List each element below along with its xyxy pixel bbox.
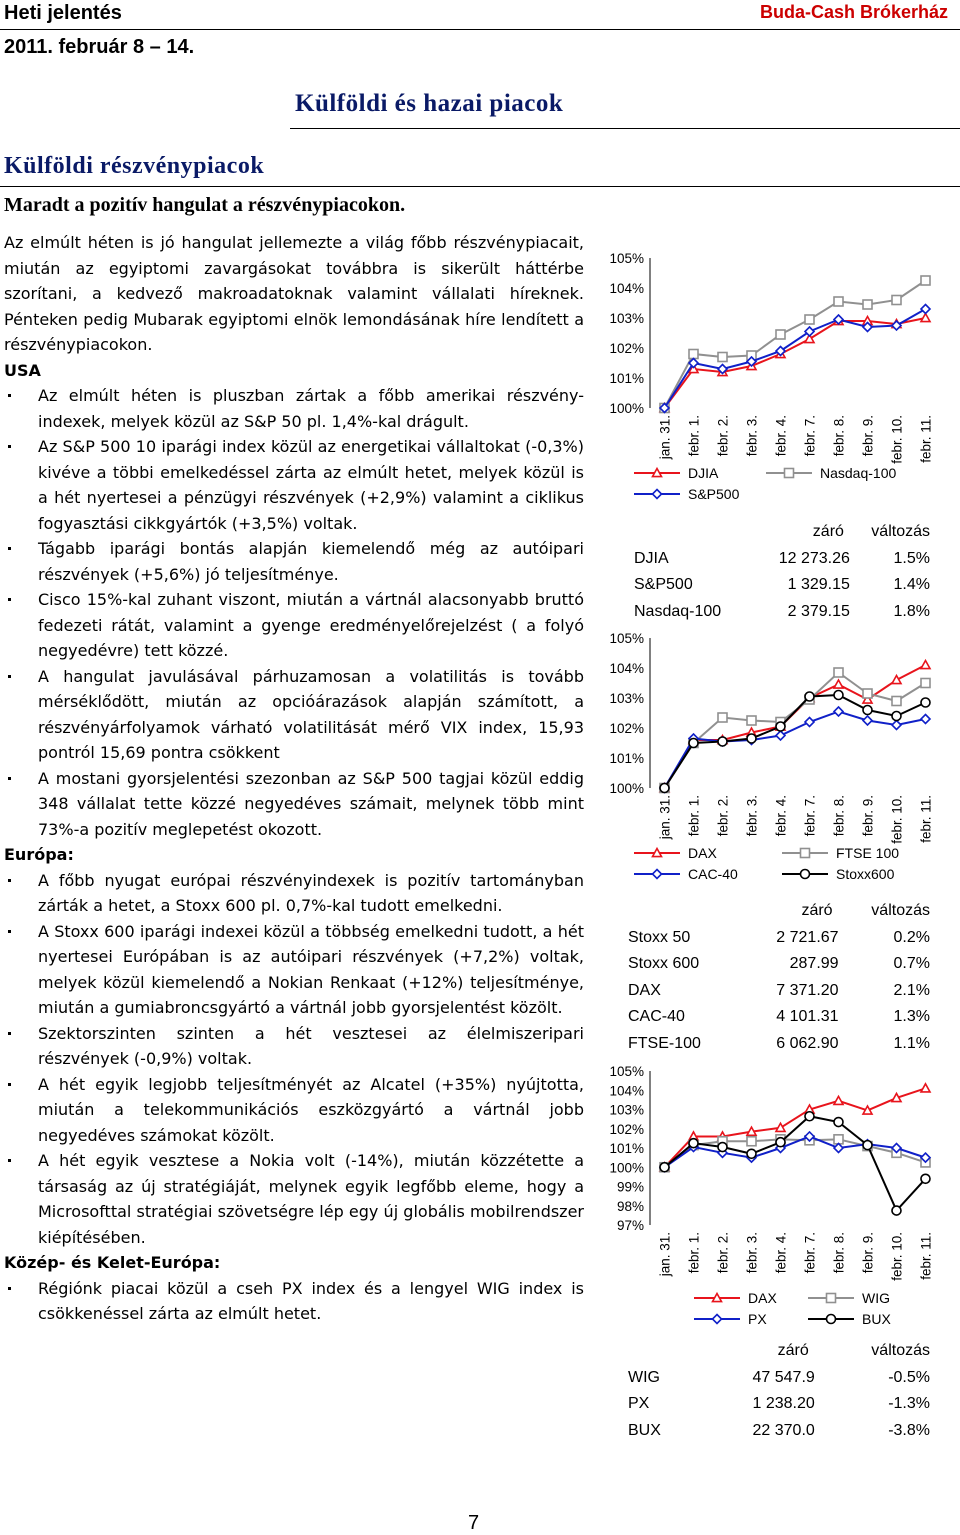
- list-item: Régiónk piacai közül a cseh PX index és a lengyel WIG index is csökkenéssel zárta az elmúlt hetet.: [4, 1276, 584, 1327]
- legend-marker: [713, 1294, 722, 1302]
- data-point: [660, 1163, 669, 1172]
- data-point: [892, 1093, 901, 1101]
- x-tick-label: febr. 8.: [831, 795, 847, 837]
- cee-bullets: [4, 1276, 584, 1327]
- x-tick-label: febr. 11.: [918, 795, 934, 843]
- data-point: [689, 1139, 698, 1148]
- list-item: Tágabb iparági bontás alapján kiemelendő még az autóipari részvények (+5,6%) jó teljesítménye.: [4, 536, 584, 587]
- usa-bullets: [4, 383, 584, 842]
- data-point: [921, 661, 930, 669]
- legend-label: DAX: [688, 845, 717, 861]
- legend-marker: [653, 469, 662, 477]
- legend-marker: [827, 1294, 836, 1303]
- data-point: [863, 300, 872, 309]
- section-rule: [290, 128, 960, 129]
- data-point: [805, 718, 814, 727]
- x-tick-label: febr. 8.: [831, 1232, 847, 1274]
- legend-label: Stoxx600: [836, 866, 895, 882]
- data-point: [776, 722, 785, 731]
- us-indices-chart: [598, 245, 960, 515]
- data-point: [689, 739, 698, 748]
- y-tick-label: 105%: [609, 251, 644, 266]
- y-tick-label: 102%: [609, 721, 644, 736]
- x-tick-label: febr. 3.: [744, 795, 760, 837]
- data-point: [863, 689, 872, 698]
- series-line: [665, 281, 926, 409]
- x-tick-label: febr. 2.: [715, 1232, 731, 1274]
- table-row: DJIA 12 273.26 1.5%: [634, 549, 930, 567]
- x-tick-label: febr. 1.: [686, 415, 702, 457]
- data-point: [805, 692, 814, 701]
- x-tick-label: febr. 1.: [686, 1232, 702, 1274]
- brand-name: Buda-Cash Brókerház: [759, 2, 948, 22]
- data-point: [747, 734, 756, 743]
- data-point: [689, 350, 698, 359]
- series-line: [665, 1116, 926, 1210]
- x-tick-label: febr. 11.: [918, 1232, 934, 1280]
- y-tick-label: 99%: [616, 1179, 644, 1195]
- legend-label: S&P500: [688, 486, 740, 502]
- y-tick-label: 100%: [609, 781, 644, 796]
- legend-label: FTSE 100: [836, 845, 900, 861]
- legend-marker: [785, 469, 794, 478]
- article-body: [4, 230, 584, 1327]
- table-header-change: változás: [871, 1342, 930, 1360]
- legend-marker: [653, 870, 662, 879]
- section-title: Külföldi és hazai piacok: [295, 90, 564, 117]
- cee-indices-table: [628, 1338, 930, 1444]
- x-tick-label: febr. 7.: [802, 415, 818, 457]
- subsection-title: Külföldi részvénypiacok: [4, 153, 265, 179]
- series-line: [665, 665, 926, 788]
- table-row: DAX 7 371.20 2.1%: [628, 981, 930, 999]
- series-line: [665, 1088, 926, 1167]
- y-tick-label: 98%: [616, 1198, 644, 1214]
- page-number: 7: [468, 1512, 480, 1534]
- list-item: A hét egyik vesztese a Nokia volt (-14%), miután közzétette a társaság az új stratégiáját, melynek egyik legfőbb eleme, hogy a Microsofttal stratégiai szövetségre lép egy új globális mobilrendszer kiépítésében.: [4, 1148, 584, 1250]
- legend-marker: [827, 1315, 836, 1324]
- data-point: [863, 716, 872, 725]
- series-line: [665, 1139, 926, 1167]
- x-tick-label: febr. 4.: [773, 415, 789, 457]
- x-tick-label: febr. 9.: [860, 795, 876, 837]
- data-point: [834, 707, 843, 716]
- list-item: Az elmúlt héten is pluszban zártak a főbb amerikai részvény-indexek, melyek közül az S&P 50 pl. 1,4%-kal drágult.: [4, 383, 584, 434]
- data-point: [834, 1096, 843, 1104]
- western-europe-indices-table: [628, 898, 930, 1057]
- list-item: Cisco 15%-kal zuhant viszont, miután a vártnál alacsonyabb bruttó fedezeti rátát, valamint a gyenge eredményelőrejelzést ( a folyó negyedévre) tett közzé.: [4, 587, 584, 664]
- list-item: A hangulat javulásával párhuzamosan a volatilitás is tovább mérséklődött, miután az opcióárazások alapján számított, a részvényárfolyamok várható volatilitását mérő VIX index, 15,93 pontról 15,69 pontra csökkent: [4, 664, 584, 766]
- y-tick-label: 103%: [609, 311, 644, 326]
- table-row: Stoxx 50 2 721.67 0.2%: [628, 928, 930, 946]
- usa-heading: USA: [4, 360, 41, 380]
- x-tick-label: febr. 10.: [889, 415, 905, 464]
- x-tick-label: febr. 2.: [715, 415, 731, 457]
- x-tick-label: febr. 1.: [686, 795, 702, 837]
- report-type: Heti jelentés: [4, 2, 122, 24]
- legend-marker: [653, 490, 662, 499]
- data-point: [776, 731, 785, 740]
- data-point: [718, 353, 727, 362]
- data-point: [805, 1112, 814, 1121]
- data-point: [718, 737, 727, 746]
- series-line: [665, 712, 926, 789]
- y-tick-label: 103%: [609, 691, 644, 706]
- report-date: 2011. február 8 – 14.: [4, 36, 195, 58]
- y-tick-label: 104%: [609, 1083, 644, 1099]
- data-point: [921, 314, 930, 322]
- data-point: [747, 1149, 756, 1158]
- data-point: [834, 668, 843, 677]
- y-tick-label: 102%: [609, 341, 644, 356]
- list-item: A hét egyik legjobb teljesítményét az Alcatel (+35%) nyújtotta, miután a telekommunikációs eszközgyártó a vártnál jobb negyedéves számokat közölt.: [4, 1072, 584, 1149]
- x-tick-label: febr. 3.: [744, 415, 760, 457]
- table-row: Nasdaq-100 2 379.15 1.8%: [634, 602, 930, 620]
- legend-marker: [713, 1315, 722, 1324]
- europe-bullets: [4, 868, 584, 1251]
- x-tick-label: febr. 7.: [802, 795, 818, 837]
- data-point: [892, 721, 901, 730]
- table-header-close: záró: [801, 902, 833, 920]
- data-point: [834, 297, 843, 306]
- data-point: [776, 1123, 785, 1131]
- data-point: [892, 1206, 901, 1215]
- legend-label: WIG: [862, 1290, 890, 1306]
- data-point: [805, 315, 814, 324]
- data-point: [660, 784, 669, 793]
- x-tick-label: jan. 31.: [657, 795, 673, 840]
- cee-indices-chart: [598, 1058, 960, 1336]
- series-line: [665, 318, 926, 408]
- y-tick-label: 101%: [609, 751, 644, 766]
- data-point: [921, 679, 930, 688]
- legend-label: CAC-40: [688, 866, 738, 882]
- table-row: S&P500 1 329.15 1.4%: [634, 576, 930, 594]
- table-row: FTSE-100 6 062.90 1.1%: [628, 1034, 930, 1052]
- x-tick-label: febr. 2.: [715, 795, 731, 837]
- data-point: [921, 1174, 930, 1183]
- data-point: [921, 305, 930, 314]
- cee-heading: Közép- és Kelet-Európa:: [4, 1253, 221, 1272]
- header-rule: [0, 29, 960, 30]
- table-row: CAC-40 4 101.31 1.3%: [628, 1008, 930, 1026]
- list-item: Szektorszinten szinten a hét vesztesei az élelmiszeripari részvények (-0,9%) voltak.: [4, 1021, 584, 1072]
- data-point: [892, 712, 901, 721]
- legend-marker: [801, 870, 810, 879]
- table-header-change: változás: [871, 902, 930, 920]
- data-point: [863, 706, 872, 715]
- legend-label: DAX: [748, 1290, 777, 1306]
- data-point: [718, 713, 727, 722]
- x-tick-label: febr. 8.: [831, 415, 847, 457]
- y-tick-label: 104%: [609, 661, 644, 676]
- western-europe-indices-chart: [598, 625, 960, 895]
- series-line: [665, 673, 926, 789]
- legend-label: DJIA: [688, 465, 719, 481]
- data-point: [747, 716, 756, 725]
- list-item: A főbb nyugat európai részvényindexek is pozitív tartományban zárták a hetet, a Stoxx 600 pl. 0,7%-kal tudott emelkedni.: [4, 868, 584, 919]
- x-tick-label: febr. 10.: [889, 795, 905, 844]
- y-tick-label: 97%: [616, 1218, 644, 1233]
- y-tick-label: 102%: [609, 1121, 644, 1137]
- list-item: Az S&P 500 10 iparági index közül az energetikai vállaltokat (-0,3%) kivéve a többi emelkedéssel zárta az elmúlt hetet, melyek közül is a hét nyertesei a pénzügyi részvények (+2,9%) valamint a ciklikus fogyasztási cikkgyártók (+3,5%) voltak.: [4, 434, 584, 536]
- y-tick-label: 105%: [609, 631, 644, 646]
- legend-marker: [653, 849, 662, 857]
- series-line: [665, 695, 926, 788]
- data-point: [718, 1143, 727, 1152]
- data-point: [921, 698, 930, 707]
- x-tick-label: febr. 10.: [889, 1232, 905, 1281]
- x-tick-label: febr. 11.: [918, 415, 934, 463]
- series-line: [665, 1136, 926, 1167]
- table-row: Stoxx 600 287.99 0.7%: [628, 955, 930, 973]
- data-point: [776, 330, 785, 339]
- data-point: [834, 1144, 843, 1153]
- data-point: [863, 1106, 872, 1114]
- data-point: [921, 715, 930, 724]
- data-point: [776, 1138, 785, 1147]
- table-header-change: változás: [871, 523, 930, 541]
- table-row: BUX 22 370.0 -3.8%: [628, 1421, 930, 1439]
- legend-label: Nasdaq-100: [820, 465, 897, 481]
- y-tick-label: 100%: [609, 401, 644, 416]
- y-tick-label: 100%: [609, 1160, 644, 1176]
- y-tick-label: 103%: [609, 1102, 644, 1118]
- europe-heading: Európa:: [4, 845, 74, 864]
- table-row: WIG 47 547.9 -0.5%: [628, 1368, 930, 1386]
- data-point: [892, 697, 901, 706]
- list-item: A mostani gyorsjelentési szezonban az S&P 500 tagjai közül eddig 348 vállalat tette közzé negyedéves számait, melynek több mint 73%-a pozitív meglepetést okozott.: [4, 766, 584, 843]
- data-point: [747, 1137, 756, 1146]
- x-tick-label: febr. 7.: [802, 1232, 818, 1274]
- subsection-rule: [0, 186, 960, 187]
- data-point: [834, 691, 843, 700]
- data-point: [921, 276, 930, 285]
- x-tick-label: jan. 31.: [657, 1232, 673, 1277]
- data-point: [863, 1141, 872, 1150]
- table-header-close: záró: [777, 1342, 809, 1360]
- y-tick-label: 101%: [609, 371, 644, 386]
- x-tick-label: febr. 4.: [773, 1232, 789, 1274]
- data-point: [892, 296, 901, 305]
- y-tick-label: 104%: [609, 281, 644, 296]
- x-tick-label: febr. 4.: [773, 795, 789, 837]
- table-row: PX 1 238.20 -1.3%: [628, 1395, 930, 1413]
- x-tick-label: febr. 3.: [744, 1232, 760, 1274]
- data-point: [834, 680, 843, 688]
- x-tick-label: febr. 9.: [860, 1232, 876, 1274]
- us-indices-table: [634, 519, 930, 625]
- y-tick-label: 101%: [609, 1141, 644, 1156]
- lede-headline: Maradt a pozitív hangulat a részvénypiacokon.: [4, 194, 406, 216]
- x-tick-label: jan. 31.: [657, 415, 673, 460]
- data-point: [921, 1084, 930, 1092]
- legend-marker: [801, 849, 810, 858]
- data-point: [892, 676, 901, 684]
- intro-paragraph: Az elmúlt héten is jó hangulat jellemezte a világ főbb részvénypiacait, miután az egyiptomi zavargásokat továbbra is sikerült háttérbe szorítani, a kedvező makroadatoknak valamint vállalati híreknek. Pénteken pedig Mubarak egyiptomi elnök lemondásának híre lendített a részvénypiacokon.: [4, 233, 584, 354]
- legend-label: BUX: [862, 1311, 891, 1327]
- list-item: A Stoxx 600 iparági indexei közül a többség emelkedni tudott, a hét nyertesei Európában is az autóipari részvények (+7,2%) voltak, melyek közül kiemelendő a Nokian Renkaat (+12%) teljesítménye, miután a gumiabroncsgyártó a vártnál jobb gyorsjelentést közölt.: [4, 919, 584, 1021]
- legend-label: PX: [748, 1311, 767, 1327]
- data-point: [834, 1118, 843, 1127]
- y-tick-label: 105%: [609, 1064, 644, 1079]
- table-header-close: záró: [812, 523, 844, 541]
- x-tick-label: febr. 9.: [860, 415, 876, 457]
- data-point: [747, 1127, 756, 1135]
